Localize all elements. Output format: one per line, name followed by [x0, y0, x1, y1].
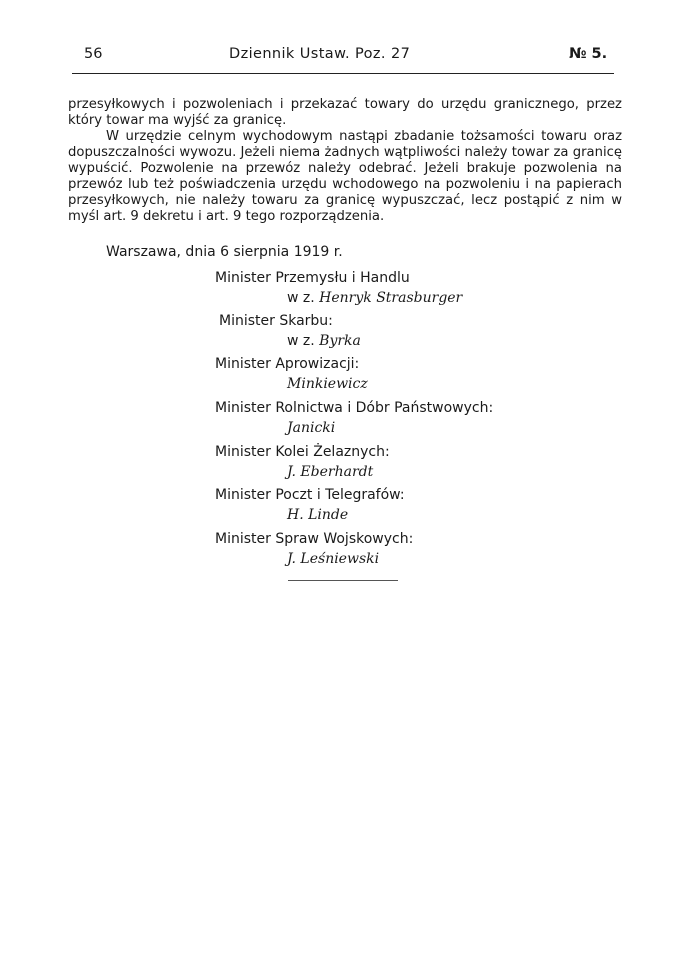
page-number: 56 [84, 46, 103, 62]
signature-block [215, 529, 413, 569]
minister-name: H. Linde [287, 507, 349, 523]
journal-title: Dziennik Ustaw. Poz. 27 [229, 46, 411, 62]
minister-name: J. Eberhardt [287, 464, 374, 480]
body-text [68, 97, 622, 225]
deputy-prefix: w z. [287, 290, 315, 306]
header-rule [72, 73, 614, 74]
minister-signature [215, 288, 462, 308]
deputy-prefix: w z. [287, 333, 315, 349]
closing-rule [288, 580, 398, 581]
minister-name: J. Leśniewski [287, 551, 380, 567]
minister-title: Minister Spraw Wojskowych: [215, 531, 414, 547]
minister-name: Janicki [287, 420, 336, 436]
signature-block [215, 354, 368, 394]
signature-block [215, 442, 390, 482]
minister-name: Henryk Strasburger [319, 290, 463, 306]
date-line: Warszawa, dnia 6 sierpnia 1919 r. [106, 244, 343, 260]
minister-title: Minister Poczt i Telegrafów: [215, 487, 405, 503]
minister-title: Minister Rolnictwa i Dóbr Państwowych: [215, 400, 494, 416]
signature-block [215, 398, 493, 438]
signature-block [215, 485, 405, 525]
minister-title: Minister Przemysłu i Handlu [215, 270, 410, 286]
minister-signature [215, 331, 361, 351]
minister-name: Byrka [319, 333, 361, 349]
signature-block [215, 268, 462, 308]
signature-block [215, 311, 361, 351]
paragraph: przesyłkowych i pozwoleniach i przekazać towary do urzędu granicznego, przez który towar ma wyjść za granicę. [68, 97, 622, 128]
minister-title: Minister Skarbu: [219, 313, 333, 329]
minister-title: Minister Kolei Żelaznych: [215, 444, 390, 460]
minister-title: Minister Aprowizacji: [215, 356, 360, 372]
issue-number: № 5. [569, 46, 608, 62]
minister-name: Minkiewicz [287, 376, 368, 392]
paragraph: W urzędzie celnym wychodowym nastąpi zbadanie tożsamości towaru oraz dopuszczalności wywozu. Jeżeli niema żadnych wątpliwości należy towar za granicę wypuścić. Pozwolenie na przewóz należy odebrać. Jeżeli brakuje pozwolenia na przewóz lub też poświadczenia urzędu wchodowego na pozwoleniu i na papierach przesyłkowych, nie należy towaru za granicę wypuszczać, lecz postąpić z nim w myśl art. 9 dekretu i art. 9 tego rozporządzenia. [68, 129, 622, 224]
